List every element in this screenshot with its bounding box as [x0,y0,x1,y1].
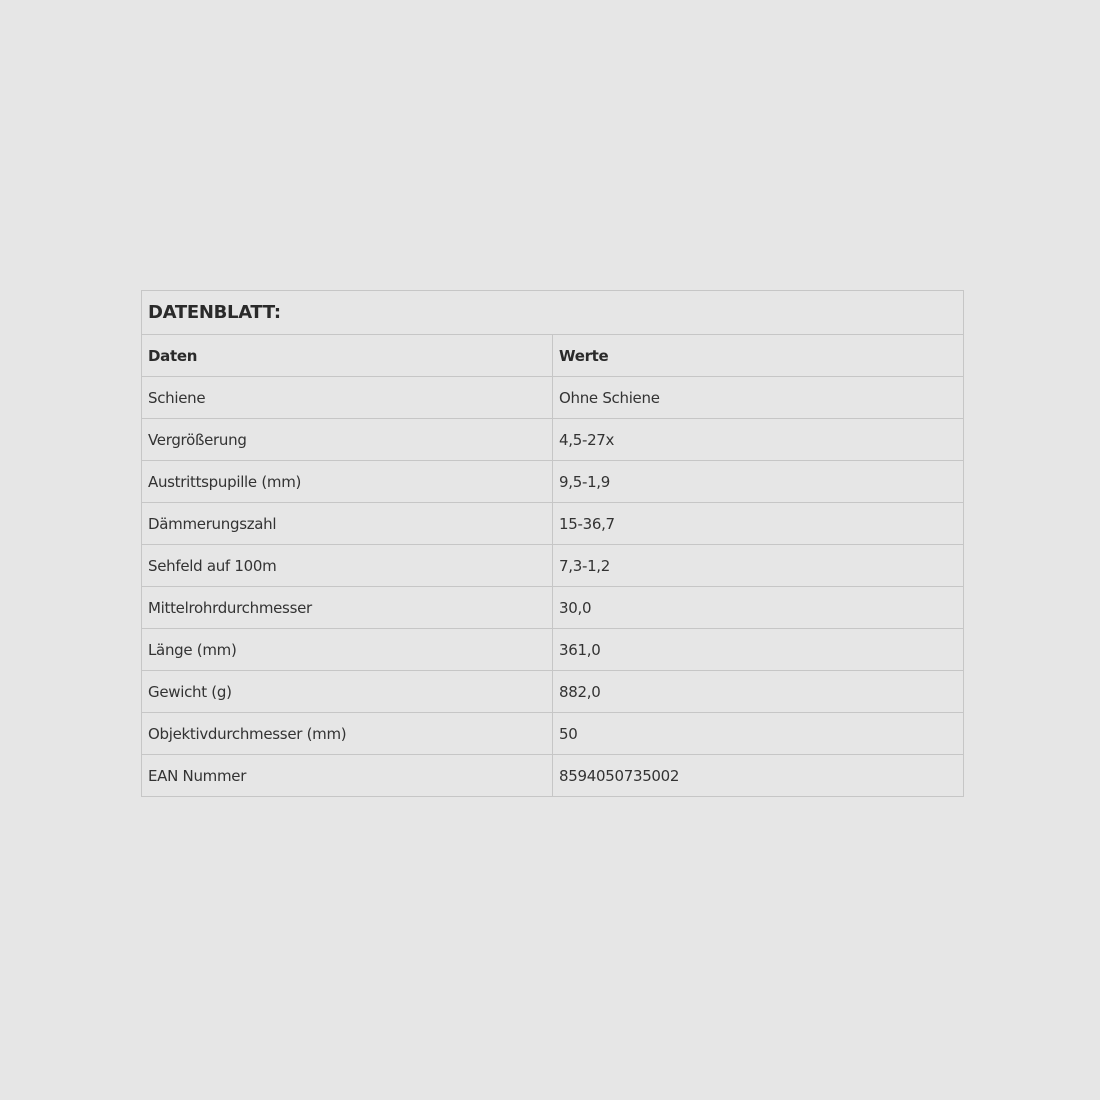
data-label: Dämmerungszahl [142,503,553,545]
data-value: 9,5-1,9 [553,461,964,503]
data-value: 30,0 [553,587,964,629]
data-label: EAN Nummer [142,755,553,797]
table-row [142,713,964,755]
header-row [142,335,964,377]
table-row [142,629,964,671]
table-row [142,419,964,461]
data-value: 7,3-1,2 [553,545,964,587]
data-label: Gewicht (g) [142,671,553,713]
data-value: 882,0 [553,671,964,713]
data-value: 4,5-27x [553,419,964,461]
table-row [142,671,964,713]
table-row [142,461,964,503]
table-row [142,755,964,797]
data-label: Schiene [142,377,553,419]
data-value: 15-36,7 [553,503,964,545]
data-value: Ohne Schiene [553,377,964,419]
header-daten: Daten [142,335,553,377]
table-row [142,503,964,545]
data-label: Austrittspupille (mm) [142,461,553,503]
header-werte: Werte [553,335,964,377]
data-label: Objektivdurchmesser (mm) [142,713,553,755]
title-row [142,291,964,335]
data-label: Mittelrohrdurchmesser [142,587,553,629]
table-row [142,545,964,587]
data-value: 50 [553,713,964,755]
data-label: Vergrößerung [142,419,553,461]
table-row [142,377,964,419]
data-value: 361,0 [553,629,964,671]
data-value: 8594050735002 [553,755,964,797]
data-label: Länge (mm) [142,629,553,671]
datasheet-table [141,290,964,797]
table-row [142,587,964,629]
table-title: DATENBLATT: [142,291,964,335]
data-label: Sehfeld auf 100m [142,545,553,587]
